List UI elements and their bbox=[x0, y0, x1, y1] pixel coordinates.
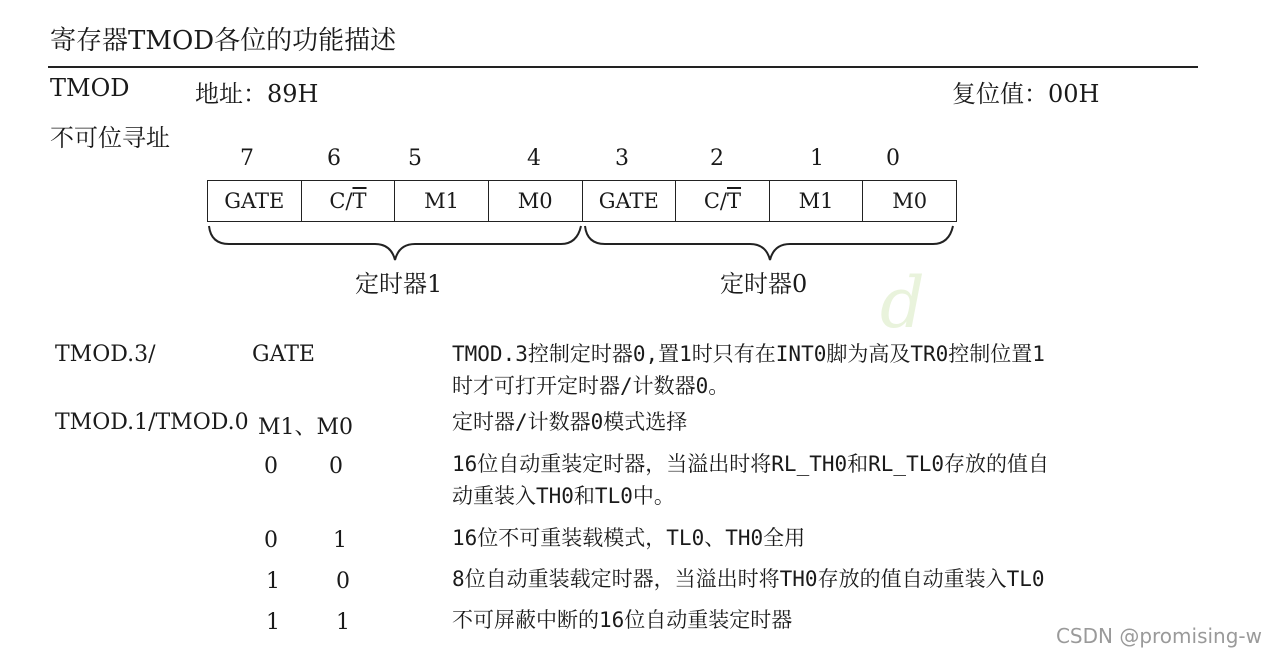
bit-field-m0: M0 bbox=[862, 181, 956, 221]
gate-desc-line2: 时才可打开定时器/计数器0。 bbox=[452, 374, 730, 398]
timer0-brace bbox=[585, 226, 953, 260]
mode00-desc-line2: 动重装入TH0和TL0中。 bbox=[452, 484, 675, 508]
register-bit-table bbox=[207, 180, 957, 222]
timer1-brace bbox=[209, 226, 581, 260]
bit-number: 1 bbox=[810, 146, 824, 171]
gate-bit-name: GATE bbox=[252, 342, 315, 367]
mode00-desc-line1: 16位自动重装定时器，当溢出时将RL_TH0和RL_TL0存放的值自 bbox=[452, 452, 1050, 476]
timer1-group-label: 定时器1 bbox=[355, 270, 443, 298]
mode-m1-value: 1 bbox=[266, 569, 280, 594]
mode11-desc: 不可屏蔽中断的16位自动重装定时器 bbox=[452, 608, 793, 632]
page-title: 寄存器TMOD各位的功能描述 bbox=[50, 26, 397, 56]
not-bit-addressable-label: 不可位寻址 bbox=[50, 124, 170, 152]
mode-bit-name: M1、M0 bbox=[258, 415, 354, 440]
mode-m0-value: 0 bbox=[329, 454, 343, 479]
bit-field-m0: M0 bbox=[488, 181, 582, 221]
mode-m1-value: 1 bbox=[266, 610, 280, 635]
mode-bit-label: TMOD.1/TMOD.0 bbox=[55, 410, 249, 435]
group-braces bbox=[205, 224, 965, 264]
bit-number: 3 bbox=[615, 146, 629, 171]
mode-m1-value: 0 bbox=[264, 454, 278, 479]
mode-desc: 定时器/计数器0模式选择 bbox=[452, 410, 688, 434]
bit-field-m1: M1 bbox=[394, 181, 488, 221]
gate-desc-line1: TMOD.3控制定时器0,置1时只有在INT0脚为高及TR0控制位置1 bbox=[452, 342, 1045, 366]
bit-number: 0 bbox=[886, 146, 900, 171]
mode-m0-value: 0 bbox=[336, 569, 350, 594]
bit-field-c-t: C/ $\overline{T}$ bbox=[675, 181, 769, 221]
mode-m0-value: 1 bbox=[336, 610, 350, 635]
bit-field-gate: GATE bbox=[582, 181, 676, 221]
register-name: TMOD bbox=[50, 74, 130, 102]
gate-bit-label: TMOD.3/ bbox=[55, 342, 156, 367]
mode-m0-value: 1 bbox=[333, 528, 347, 553]
bit-number: 2 bbox=[710, 146, 724, 171]
csdn-watermark: CSDN @promising-w bbox=[1055, 624, 1262, 648]
bit-field-m1: M1 bbox=[769, 181, 863, 221]
title-divider bbox=[48, 66, 1198, 68]
bit-field-gate: GATE bbox=[224, 189, 285, 213]
reset-value: 复位值：00H bbox=[952, 80, 1100, 108]
mode01-desc: 16位不可重装载模式，TL0、TH0全用 bbox=[452, 526, 806, 550]
mode-m1-value: 0 bbox=[264, 528, 278, 553]
background-watermark-mark: d bbox=[880, 262, 925, 344]
bit-number: 6 bbox=[327, 146, 341, 171]
timer0-group-label: 定时器0 bbox=[720, 270, 808, 298]
bit-number: 4 bbox=[527, 146, 541, 171]
bit-number: 5 bbox=[408, 146, 422, 171]
mode10-desc: 8位自动重装载定时器，当溢出时将TH0存放的值自动重装入TL0 bbox=[452, 567, 1045, 591]
bit-number: 7 bbox=[240, 146, 254, 171]
bit-field-c-t: C/ $\overline{T}$ bbox=[301, 181, 395, 221]
register-address: 地址：89H bbox=[195, 80, 319, 108]
